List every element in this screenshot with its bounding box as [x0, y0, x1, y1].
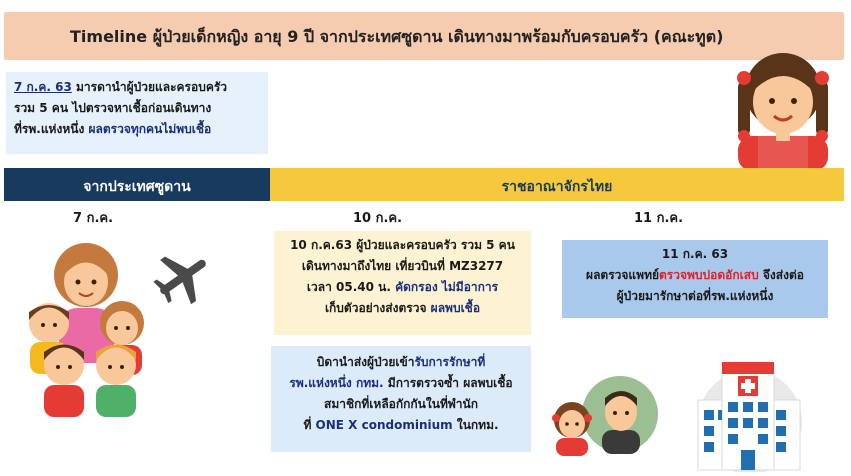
date-label: 11 ก.ค.	[634, 211, 684, 226]
origin-country-label: จากประเทศซูดาน	[83, 179, 191, 195]
event-line: สมาชิกที่เหลือกักกันในที่พำนัก	[324, 397, 478, 411]
intro-date: 7 ก.ค. 63	[14, 80, 72, 94]
event-line: ผลตรวจแพทย์	[586, 268, 660, 282]
diagnosis-highlight: ตรวจพบปอดอักเสบ	[659, 268, 759, 282]
event-line: 10 ก.ค.63 ผู้ป่วยและครอบครัว รวม 5 คน	[290, 238, 515, 252]
event-diagnosis-box	[562, 240, 828, 318]
destination-country-label: ราชอาณาจักรไทย	[501, 179, 613, 195]
treatment-highlight: รับการรักษาที่	[414, 355, 486, 369]
intro-result: ผลตรวจทุกคนไม่พบเชื้อ	[88, 122, 212, 136]
event-line: เก็บตัวอย่างส่งตรวจ	[324, 301, 431, 315]
event-treatment-box	[271, 346, 531, 452]
condo-highlight: ONE X condominium	[315, 418, 453, 432]
event-line: ที่	[303, 418, 316, 432]
event-line: จึงส่งต่อ	[758, 268, 804, 282]
event-arrival-box	[274, 231, 531, 335]
hospital-highlight: รพ.แห่งหนึ่ง กทม.	[289, 376, 384, 390]
date-label: 7 ก.ค.	[73, 211, 114, 226]
event-line: 11 ก.ค. 63	[661, 247, 729, 261]
event-line: บิดานำส่งผู้ป่วยเข้า	[316, 355, 415, 369]
child-and-father-icon	[548, 374, 660, 456]
screening-result: คัดกรอง ไม่มีอาการ	[395, 280, 499, 294]
hospital-icon	[688, 350, 808, 472]
event-line: เดินทางมาถึงไทย เที่ยวบินที่ MZ3277	[301, 259, 504, 273]
event-line: ในกทม.	[452, 418, 499, 432]
event-line: เวลา 05.40 น.	[306, 280, 396, 294]
event-line: ผู้ป่วยมารักษาต่อที่รพ.แห่งหนึ่ง	[616, 289, 774, 303]
date-label: 10 ก.ค.	[353, 211, 403, 226]
intro-note	[6, 72, 268, 154]
intro-line2: รวม 5 คน ไปตรวจหาเชื้อก่อนเดินทาง	[14, 101, 212, 115]
event-line: มีการตรวจซ้ำ ผลพบเชื้อ	[383, 376, 513, 390]
family-icon	[24, 240, 154, 420]
airplane-icon	[150, 244, 216, 310]
girl-icon	[728, 36, 838, 171]
page-title: Timeline ผู้ป่วยเด็กหญิง อายุ 9 ปี จากประเทศซูดาน เดินทางมาพร้อมกับครอบครัว (คณะทูต)	[70, 27, 724, 46]
intro-line1: มารดานำผู้ป่วยและครอบครัว	[71, 80, 228, 94]
test-result: ผลพบเชื้อ	[430, 301, 481, 315]
intro-line3a: ที่รพ.แห่งหนึ่ง	[14, 122, 89, 136]
